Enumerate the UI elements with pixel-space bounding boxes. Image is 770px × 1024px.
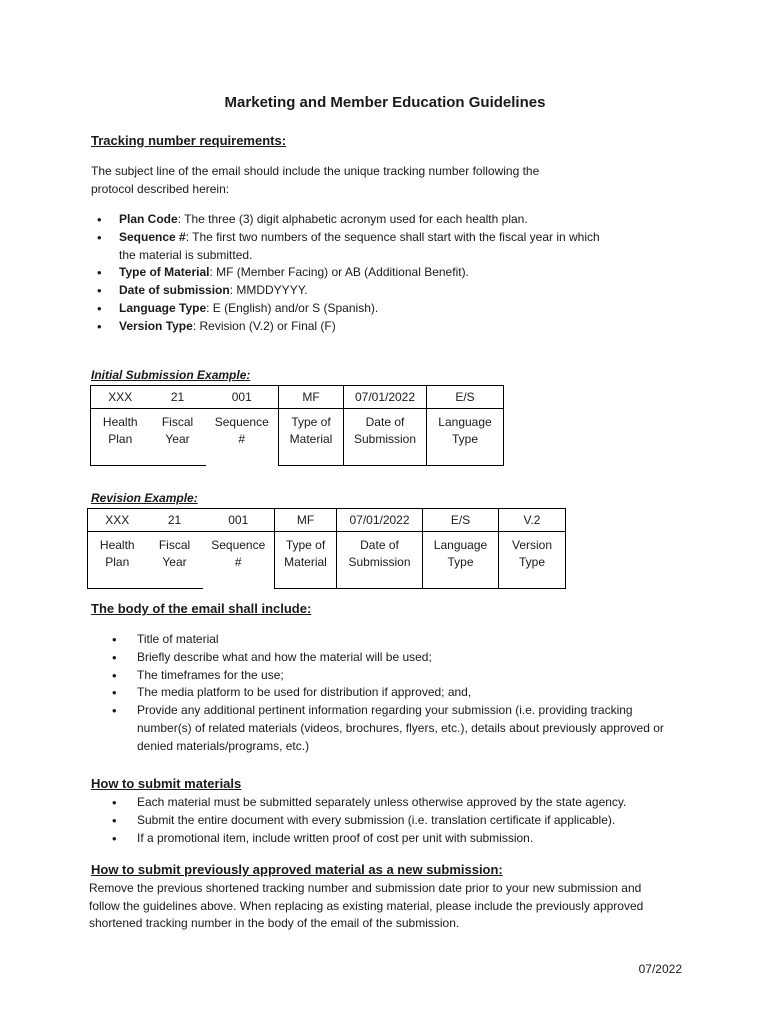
table-cell: 07/01/2022 <box>344 386 427 409</box>
table-cell <box>499 532 566 589</box>
email-body-list <box>112 631 712 756</box>
revision-example-caption: Revision Example: <box>91 491 198 505</box>
table-cell <box>150 409 206 466</box>
cell-line: Plan <box>105 555 130 569</box>
paragraph-line: Remove the previous shortened tracking number and submission date prior to your new submission and <box>89 881 642 895</box>
list-item-line: Provide any additional pertinent information regarding your submission (i.e. providing tracking <box>137 703 633 718</box>
table-row <box>91 386 504 409</box>
table-row <box>88 509 566 532</box>
cell-line: Year <box>162 555 187 569</box>
cell-line: Fiscal <box>158 538 191 552</box>
submit-materials-list <box>112 794 712 847</box>
cell-line: Date of <box>360 538 399 552</box>
cell-line: Date of <box>365 415 405 429</box>
table-cell: E/S <box>423 509 499 532</box>
cell-line: Sequence <box>211 538 266 552</box>
paragraph-line: follow the guidelines above. When replacing as existing material, please include the previously approved <box>89 898 644 913</box>
table-cell: 21 <box>150 386 206 409</box>
plan-code-label: Plan Code <box>119 212 178 226</box>
list-item: • Each material must be submitted separately unless otherwise approved by the state agency. <box>112 794 712 812</box>
cell-line: Material <box>284 555 327 569</box>
list-item: • Submit the entire document with every submission (i.e. translation certificate if applicable). <box>112 812 712 830</box>
language-type-label: Language Type <box>119 300 207 315</box>
tracking-intro-line-2: protocol described herein: <box>91 181 230 196</box>
list-item <box>91 211 651 229</box>
tracking-heading: Tracking number requirements: <box>91 133 287 148</box>
list-item: • If a promotional item, include written proof of cost per unit with submission. <box>112 830 712 848</box>
table-cell <box>206 409 279 466</box>
table-cell: 001 <box>203 509 275 532</box>
cell-line: Language <box>438 415 492 429</box>
cell-line: # <box>238 432 246 446</box>
paragraph-line: shortened tracking number in the body of the email of the submission. <box>89 916 460 930</box>
table-cell: MF <box>275 509 337 532</box>
initial-example-table <box>90 385 504 466</box>
cell-line: Plan <box>108 432 133 446</box>
cell-line: Type <box>447 555 474 569</box>
cell-line: Sequence <box>214 415 269 429</box>
table-row <box>91 409 504 466</box>
cell-line: Health <box>99 538 135 552</box>
date-of-submission-text: : MMDDYYYY. <box>229 283 308 298</box>
list-item: • Briefly describe what and how the material will be used; <box>112 649 712 667</box>
list-item <box>91 282 651 300</box>
table-cell: XXX <box>88 509 147 532</box>
date-of-submission-label: Date of submission <box>119 283 230 298</box>
table-cell <box>88 532 147 589</box>
table-cell <box>427 409 504 466</box>
version-type-label: Version Type <box>119 318 193 333</box>
tracking-intro-line-1: The subject line of the email should include the unique tracking number following the <box>91 164 540 178</box>
cell-line: Submission <box>348 555 411 569</box>
list-item <box>91 300 651 318</box>
list-item <box>91 264 651 282</box>
cell-line: Language <box>433 538 488 552</box>
previous-material-heading: How to submit previously approved material as a new submission: <box>91 862 503 877</box>
table-cell <box>423 532 499 589</box>
table-cell <box>91 409 150 466</box>
table-cell <box>344 409 427 466</box>
initial-example-caption: Initial Submission Example: <box>91 368 251 382</box>
list-item: • Title of material <box>112 631 712 649</box>
email-body-heading: The body of the email shall include: <box>91 601 312 616</box>
page-title: Marketing and Member Education Guidelines <box>224 94 546 111</box>
cell-line: Version <box>511 538 553 552</box>
table-cell: 07/01/2022 <box>337 509 423 532</box>
cell-line: # <box>234 555 242 569</box>
revision-example-table <box>87 508 566 589</box>
cell-line: Type of <box>285 538 326 552</box>
table-cell <box>337 532 423 589</box>
list-item-line: denied materials/programs, etc.) <box>137 738 310 753</box>
list-item <box>91 318 651 336</box>
table-cell: 001 <box>206 386 279 409</box>
type-of-material-label: Type of Material <box>119 265 210 280</box>
cell-line: Year <box>165 432 190 446</box>
submit-materials-heading: How to submit materials <box>91 776 242 791</box>
cell-line: Material <box>289 432 333 446</box>
list-item <box>112 702 712 755</box>
table-cell: V.2 <box>499 509 566 532</box>
cell-line: Submission <box>353 432 417 446</box>
cell-line: Type <box>518 555 545 569</box>
list-item-line: number(s) of related materials (videos, brochures, flyers, etc.), details about previously approved or <box>137 720 664 735</box>
language-type-text: : E (English) and/or S (Spanish). <box>206 300 379 315</box>
table-cell <box>203 532 275 589</box>
cell-line: Fiscal <box>161 415 194 429</box>
table-row <box>88 532 566 589</box>
list-item: • The media platform to be used for distribution if approved; and, <box>112 684 712 702</box>
table-cell: MF <box>279 386 344 409</box>
table-cell: XXX <box>91 386 150 409</box>
plan-code-text: : The three (3) digit alphabetic acronym used for each health plan. <box>177 212 528 226</box>
list-item: • The timeframes for the use; <box>112 667 712 685</box>
list-item <box>91 229 651 265</box>
sequence-label: Sequence # <box>119 229 186 244</box>
tracking-requirements-list <box>91 211 651 336</box>
type-of-material-text: : MF (Member Facing) or AB (Additional Benefit). <box>209 265 469 280</box>
table-cell <box>147 532 203 589</box>
tracking-intro <box>91 163 539 198</box>
table-cell: E/S <box>427 386 504 409</box>
footer-date: 07/2022 <box>638 962 682 976</box>
cell-line: Type of <box>291 415 331 429</box>
version-type-text: : Revision (V.2) or Final (F) <box>192 318 336 333</box>
cell-line: Health <box>102 415 138 429</box>
table-cell <box>279 409 344 466</box>
table-cell <box>275 532 337 589</box>
sequence-text-continued: the material is submitted. <box>119 247 253 262</box>
sequence-text: : The first two numbers of the sequence shall start with the fiscal year in which <box>185 229 600 244</box>
table-cell: 21 <box>147 509 203 532</box>
cell-line: Type <box>451 432 478 446</box>
previous-material-paragraph <box>89 880 729 933</box>
